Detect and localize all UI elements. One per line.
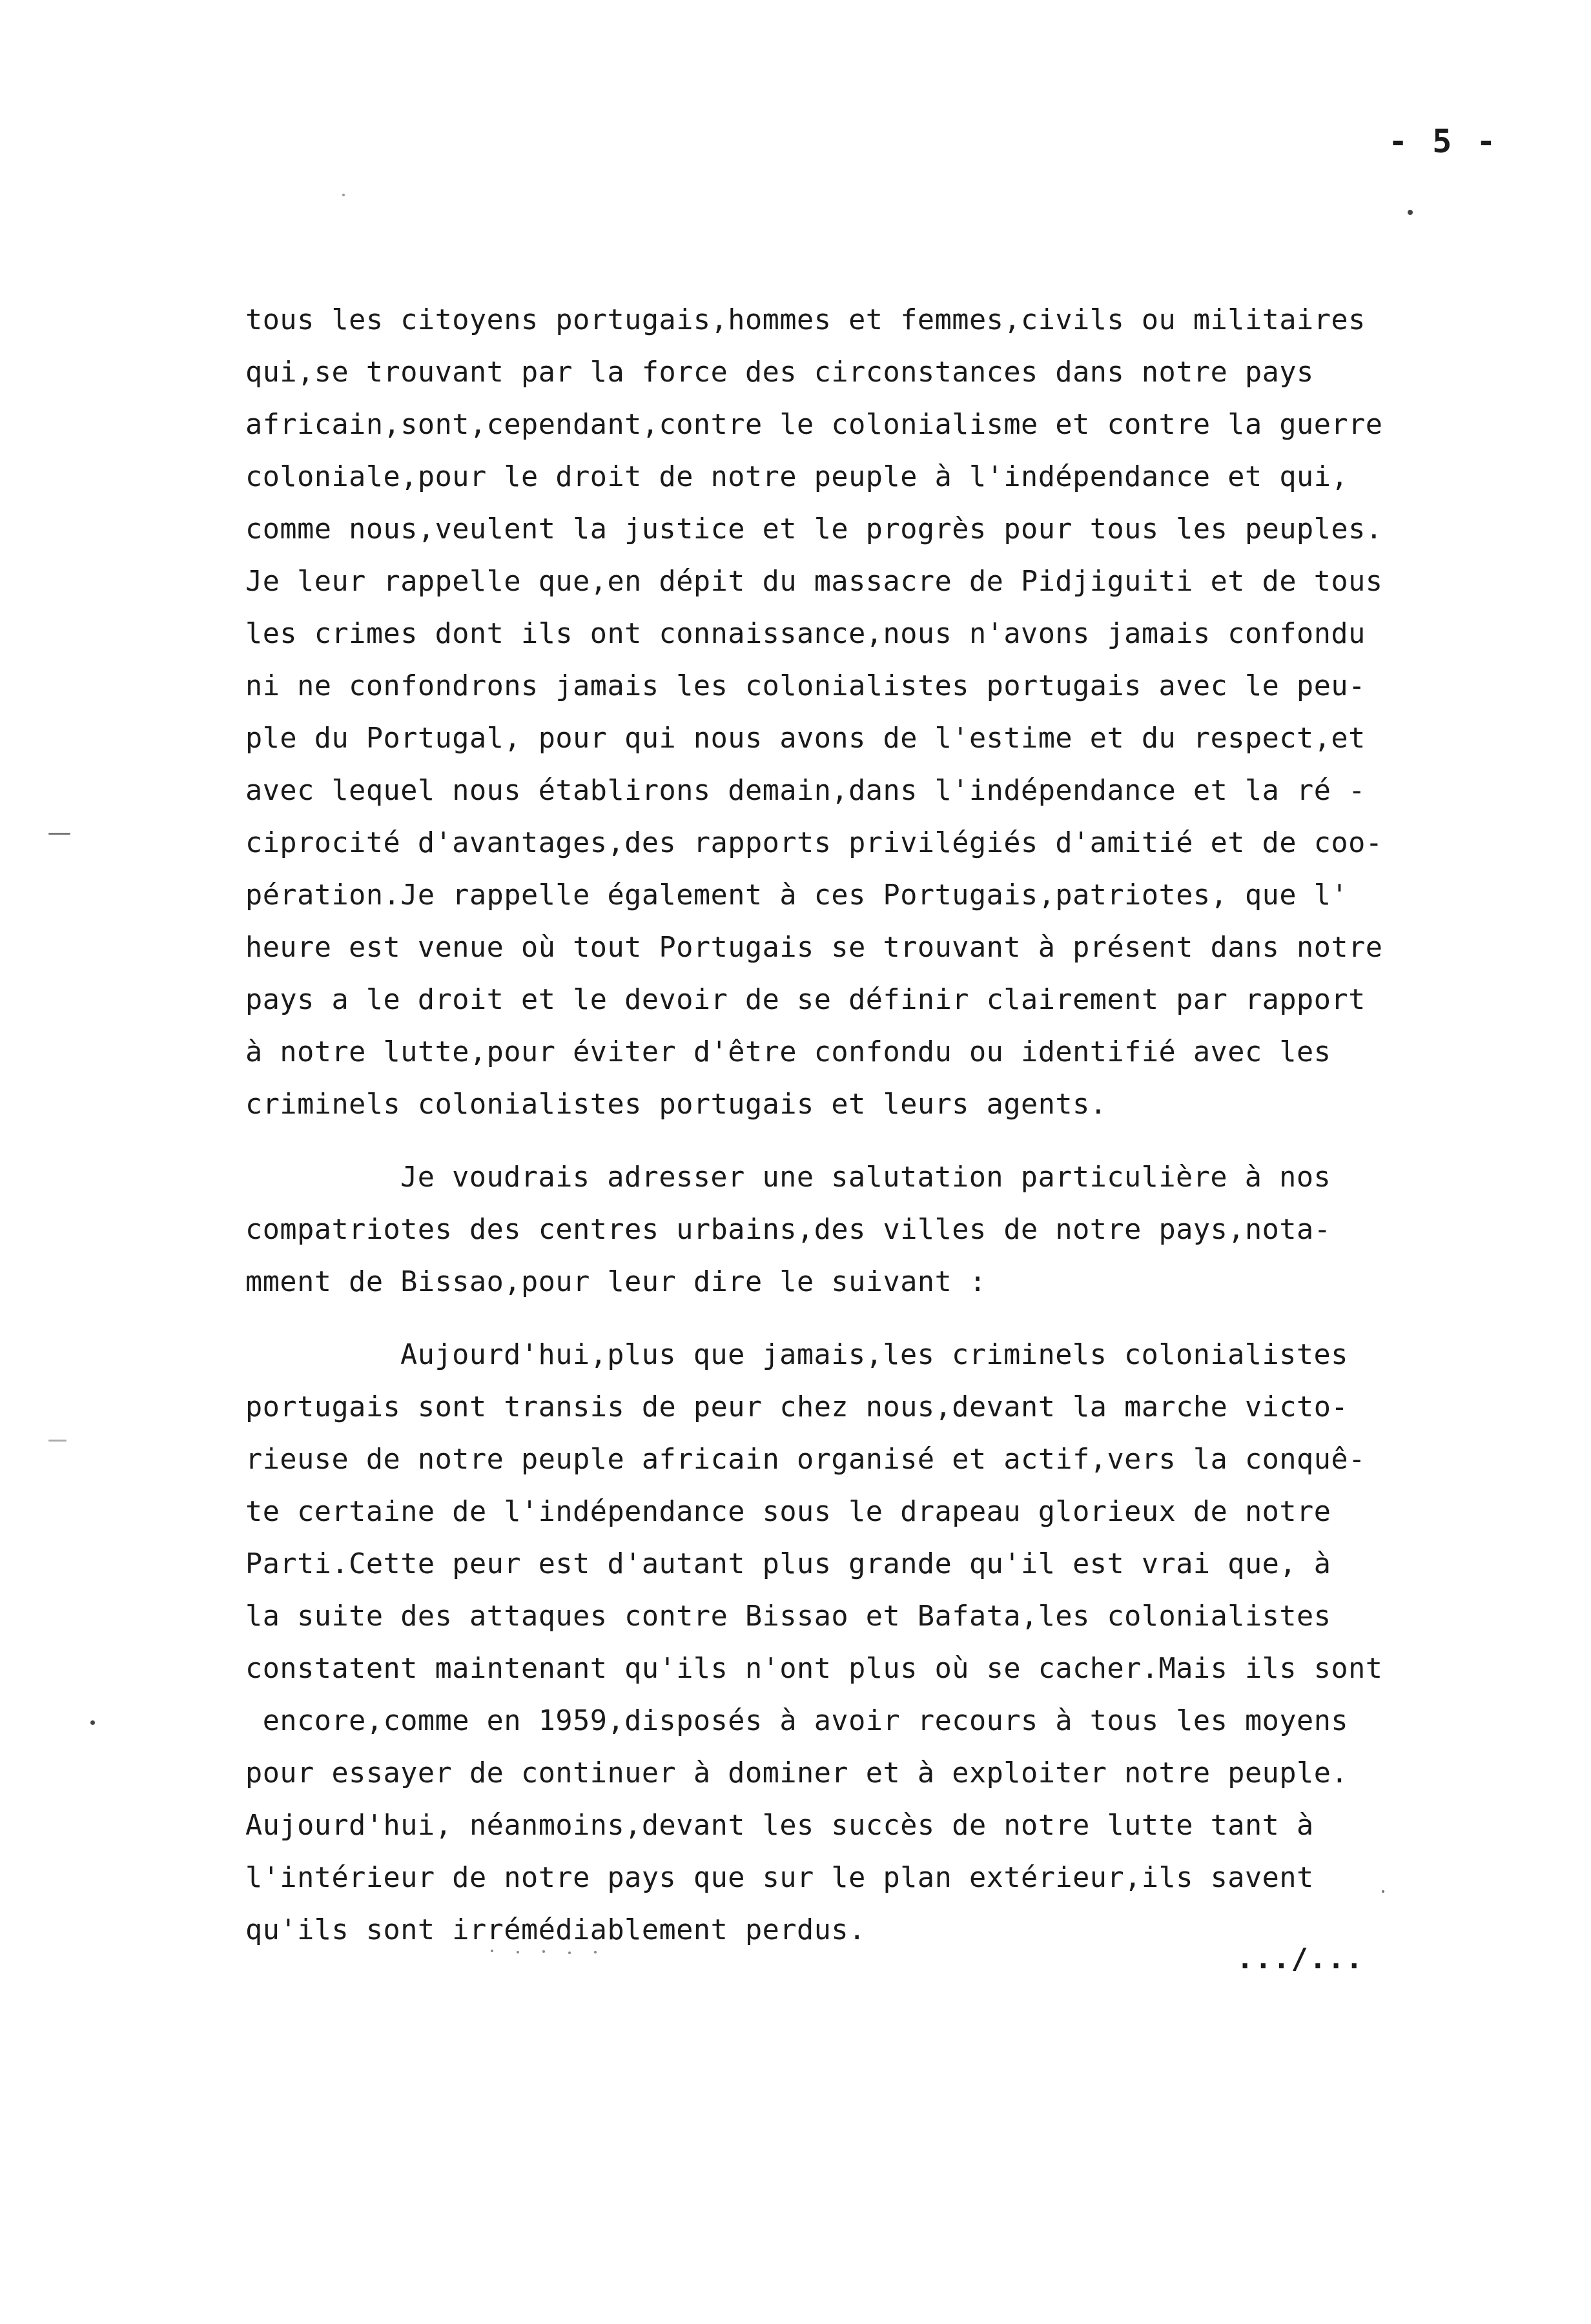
page-number: - 5 - (1388, 123, 1499, 160)
scan-speck (542, 1950, 545, 1953)
text-line: qui,se trouvant par la force des circonstances dans notre pays (245, 356, 1314, 389)
text-line: pération.Je rappelle également à ces Portugais,patriotes, que l' (245, 879, 1349, 912)
text-line: compatriotes des centres urbains,des villes de notre pays,nota- (245, 1214, 1331, 1246)
text-line: avec lequel nous établirons demain,dans l'indépendance et la ré - (245, 775, 1366, 807)
text-line: ple du Portugal, pour qui nous avons de l'estime et du respect,et (245, 722, 1366, 755)
text-line: africain,sont,cependant,contre le colonialisme et contre la guerre (245, 409, 1383, 441)
scan-speck (90, 1720, 95, 1725)
text-line: coloniale,pour le droit de notre peuple à l'indépendance et qui, (245, 461, 1349, 493)
scan-speck (491, 1950, 493, 1952)
text-line: les crimes dont ils ont connaissance,nous n'avons jamais confondu (245, 618, 1366, 650)
text-line: Parti.Cette peur est d'autant plus grande qu'il est vrai que, à (245, 1548, 1331, 1580)
text-line: tous les citoyens portugais,hommes et femmes,civils ou militaires (245, 304, 1366, 336)
text-line: l'intérieur de notre pays que sur le plan extérieur,ils savent (245, 1862, 1314, 1894)
text-line: heure est venue où tout Portugais se trouvant à présent dans notre (245, 932, 1383, 964)
scan-speck (517, 1951, 519, 1953)
text-line: mment de Bissao,pour leur dire le suivant : (245, 1266, 987, 1298)
paragraph-spacer (245, 1309, 1504, 1329)
text-line: à notre lutte,pour éviter d'être confondu ou identifié avec les (245, 1036, 1331, 1068)
text-line: Je voudrais adresser une salutation particulière à nos (400, 1161, 1331, 1194)
text-line: pays a le droit et le devoir de se définir clairement par rapport (245, 984, 1366, 1016)
text-line: qu'ils sont irrémédiablement perdus. (245, 1914, 866, 1946)
paragraph-3 (245, 1329, 1504, 1957)
text-line: pour essayer de continuer à dominer et à exploiter notre peuple. (245, 1757, 1349, 1789)
paragraph-spacer (245, 1131, 1504, 1152)
text-line: Je leur rappelle que,en dépit du massacre de Pidjiguiti et de tous (245, 566, 1383, 598)
text-line: Aujourd'hui, néanmoins,devant les succès de notre lutte tant à (245, 1809, 1314, 1842)
scan-speck (342, 194, 345, 196)
scan-speck (594, 1951, 597, 1953)
text-line: constatent maintenant qu'ils n'ont plus où se cacher.Mais ils sont (245, 1653, 1383, 1685)
text-line: ciprocité d'avantages,des rapports privilégiés d'amitié et de coo- (245, 827, 1383, 859)
text-line: portugais sont transis de peur chez nous,devant la marche victo- (245, 1391, 1349, 1423)
continuation-mark: .../... (1237, 1943, 1364, 1975)
text-line: Aujourd'hui,plus que jamais,les criminels colonialistes (400, 1339, 1348, 1371)
paragraph-2 (245, 1152, 1504, 1309)
text-line: ni ne confondrons jamais les colonialistes portugais avec le peu- (245, 670, 1366, 702)
text-line: te certaine de l'indépendance sous le drapeau glorieux de notre (245, 1496, 1331, 1528)
paragraph-1 (245, 294, 1504, 1131)
margin-mark (48, 1440, 67, 1442)
document-body (245, 294, 1504, 1957)
text-line: comme nous,veulent la justice et le progrès pour tous les peuples. (245, 513, 1383, 545)
scan-speck (1382, 1890, 1384, 1893)
margin-mark (48, 833, 70, 835)
text-line: la suite des attaques contre Bissao et Bafata,les colonialistes (245, 1600, 1331, 1633)
scan-speck (1408, 210, 1413, 215)
scan-speck (568, 1952, 571, 1954)
text-line: encore,comme en 1959,disposés à avoir recours à tous les moyens (245, 1705, 1349, 1737)
text-line: rieuse de notre peuple africain organisé et actif,vers la conquê- (245, 1443, 1366, 1476)
text-line: criminels colonialistes portugais et leurs agents. (245, 1088, 1107, 1121)
